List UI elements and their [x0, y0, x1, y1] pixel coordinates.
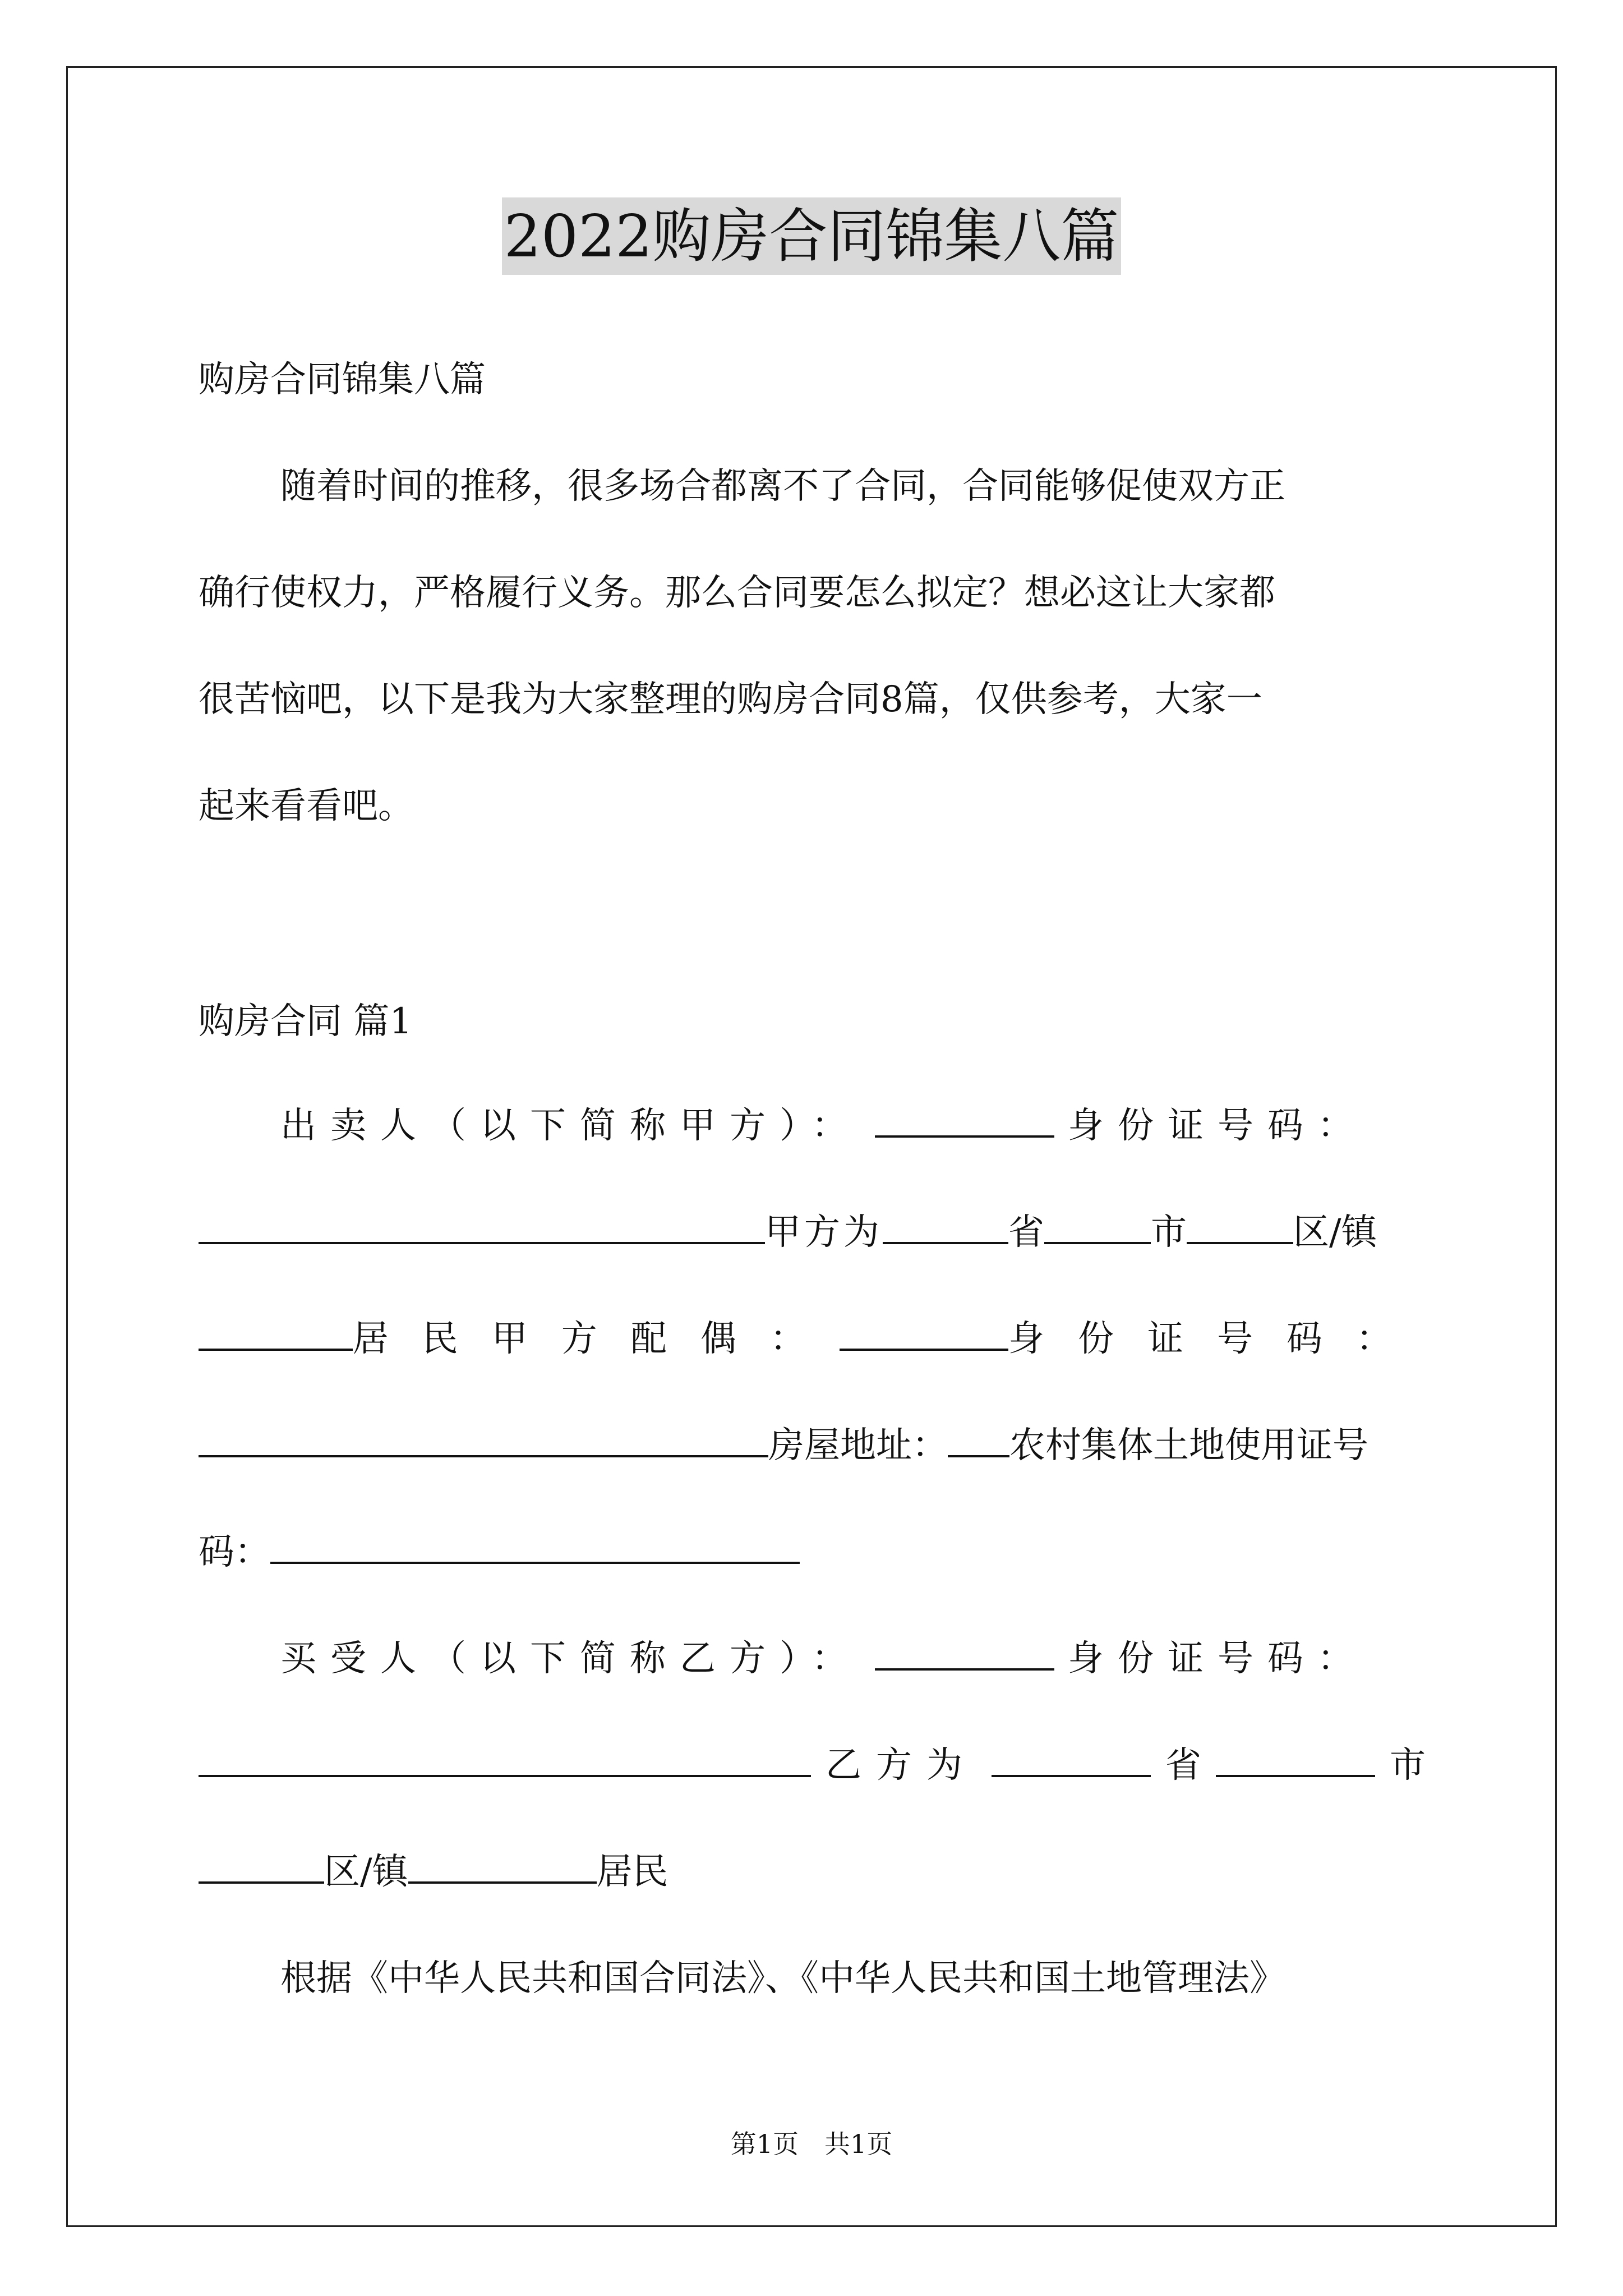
- seller-id-label-2: 身份证号码：: [1008, 1318, 1426, 1360]
- seller-city-blank: [1044, 1207, 1151, 1244]
- seller-province: 省: [1008, 1212, 1044, 1253]
- spouse-id-blank: [199, 1420, 768, 1457]
- document-title: 2022购房合同锦集八篇: [502, 197, 1122, 275]
- buyer-line-1: [280, 1634, 1426, 1684]
- buyer-district-name-blank: [408, 1847, 597, 1884]
- seller-spouse-blank: [840, 1314, 1008, 1351]
- seller-line-3: [199, 1314, 1426, 1364]
- seller-label: 出卖人（以下简称甲方）：: [280, 1105, 861, 1147]
- land-cert-label: 农村集体土地使用证号: [1009, 1425, 1368, 1466]
- buyer-province: 省: [1165, 1745, 1201, 1786]
- seller-resident-of: 甲方为: [765, 1212, 883, 1253]
- legal-basis-line: 根据《中华人民共和国合同法》、《中华人民共和国土地管理法》: [280, 1958, 1285, 1999]
- seller-id-label: 身份证号码：: [1068, 1105, 1367, 1147]
- seller-district-blank: [1187, 1207, 1293, 1244]
- seller-province-blank: [883, 1207, 1008, 1244]
- buyer-label: 买受人（以下简称乙方）：: [280, 1638, 861, 1680]
- seller-district: 区/镇: [1293, 1212, 1377, 1253]
- seller-district-name-blank: [199, 1314, 353, 1351]
- address-label: 房屋地址：: [768, 1425, 948, 1466]
- buyer-line-3: [199, 1847, 1426, 1897]
- buyer-city: 市: [1390, 1745, 1426, 1786]
- seller-name-blank: [875, 1101, 1054, 1138]
- buyer-id-blank: [199, 1740, 811, 1777]
- intro-line-4: 起来看看吧。: [199, 785, 414, 827]
- address-blank: [948, 1420, 1009, 1457]
- subtitle: 购房合同锦集八篇: [199, 359, 486, 401]
- buyer-district: 区/镇: [324, 1851, 408, 1893]
- land-cert-label-cont: 码：: [199, 1531, 270, 1573]
- buyer-province-blank: [992, 1740, 1151, 1777]
- seller-spouse-label: 甲方配偶：: [491, 1318, 840, 1360]
- buyer-line-2: [199, 1740, 1426, 1791]
- seller-resident: 居民: [352, 1318, 492, 1360]
- buyer-id-label: 身份证号码：: [1068, 1638, 1367, 1680]
- seller-line-4: [199, 1420, 1426, 1471]
- seller-line-2: [199, 1207, 1426, 1258]
- buyer-resident-of: 乙方为: [826, 1745, 977, 1786]
- intro-line-2: 确行使权力，严格履行义务。那么合同要怎么拟定？想必这让大家都: [199, 572, 1275, 614]
- buyer-resident: 居民: [596, 1851, 668, 1893]
- buyer-name-blank: [875, 1634, 1054, 1671]
- seller-line-1: [280, 1101, 1426, 1151]
- seller-id-blank: [199, 1207, 765, 1244]
- land-cert-blank: [270, 1527, 800, 1564]
- intro-line-3: 很苦恼吧，以下是我为大家整理的购房合同8篇，仅供参考，大家一: [199, 679, 1262, 720]
- buyer-district-blank: [199, 1847, 324, 1884]
- buyer-city-blank: [1216, 1740, 1375, 1777]
- page-footer: 第1页 共1页: [730, 2129, 893, 2159]
- seller-city: 市: [1151, 1212, 1187, 1253]
- section-heading: 购房合同 篇1: [199, 1001, 413, 1042]
- title-wrap: [0, 197, 1623, 275]
- intro-line-1: 随着时间的推移，很多场合都离不了合同，合同能够促使双方正: [280, 466, 1285, 507]
- seller-line-5: [199, 1527, 1426, 1577]
